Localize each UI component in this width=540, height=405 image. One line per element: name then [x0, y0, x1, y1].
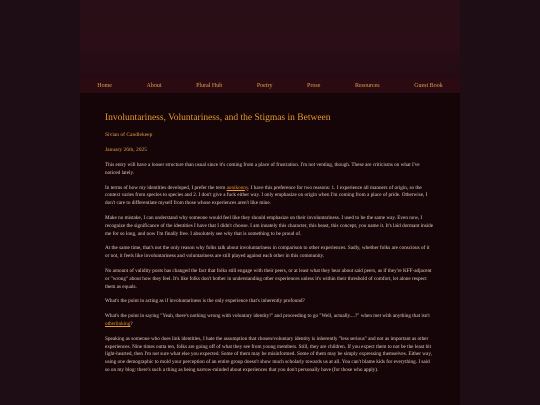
paragraph-3: Make no mistake, I can understand why someone would feel like they should emphasize on their involuntariness. I used to be the same way. Even now, I recognize the significance of the identities I have that I didn't choose. I am innately this character, this beast, this concept, you name it. It's laid dormant inside me for so long, and now I'm finally free. I absolutely see why that is something to be proud of.: [105, 214, 434, 237]
article-title: Involuntariness, Voluntariness, and the Stigmas in Between: [105, 113, 331, 123]
nav-resources[interactable]: Resources: [354, 82, 380, 89]
nav-poetry[interactable]: Poetry: [256, 82, 273, 89]
paragraph-text: What's the point in saying "Yeah, there's nothing wrong with voluntary identity!" and proceeding to go "Well, actually....?" when met with anything that isn't: [105, 313, 430, 320]
paragraph-text: . I have this preference for two reasons: 1. I experience all manners of origin, so the context varies from species to species and 2. I don't give a fuck either way. I only emphasize on origin when I'm coming from a place of pride. Otherwise, I don't care to differentiate myself from those whose experiences aren't like mine.: [105, 184, 428, 207]
nav-guest-book[interactable]: Guest Book: [414, 82, 443, 89]
paragraph-8: Speaking as someone who does link identities, I hate the assumption that chosen/voluntary identity is inherently "less serious" and not as important as other experiences. Nine times outta ten, folks are going off of what they see from young members. Still, they are children. If you expect them to not be the least bit light-hearted, then I'm not sure what else you expected. Some of them may be misinformed. Some of them may be simply expressing themselves. Either way, using one demographic to mold your perception of an entire group doesn't show much scholarly towards us at all. You can't blame kids for everything. I said so on my blog: there's such a thing as being narrow-minded about experiences that you don't personally have (for those who apply).: [105, 335, 432, 373]
main-nav: [80, 78, 460, 93]
otherlinking-link[interactable]: otherlinking: [105, 320, 131, 327]
nav-prose[interactable]: Prose: [307, 82, 321, 89]
article-content: [80, 95, 460, 405]
paragraph-5: No amount of validity posts has changed the fact that folks still engage with their peers, or at least what they hear about said peers, as if they're KFF-adjacent or "wrong" about how they feel. It's like folks don't bother in understanding other experiences unless it's within their threshold of comfort, let alone respect them as equals.: [105, 267, 432, 290]
nav-home[interactable]: Home: [97, 82, 112, 89]
nav-plural-hub[interactable]: Plural Hub: [196, 82, 223, 89]
paragraph-4: At the same time, that's not the only reason why folks talk about involuntariness in comparison to other experiences. Sadly, whether folks are conscious of it or not, it feels like involuntariness and voluntariness are still played against each other in this community.: [105, 245, 430, 260]
aonikonny-link[interactable]: aonikonny: [226, 184, 249, 191]
paragraph-text: ?: [130, 320, 133, 327]
header-banner: [80, 0, 460, 78]
nav-about[interactable]: About: [146, 82, 162, 89]
page-column: [80, 0, 460, 405]
paragraph-text: In terms of how my identities developed, I prefer the term: [105, 184, 227, 191]
paragraph-1: This entry will have a looser structure than usual since it's coming from a place of frustration. I'm not venting, though. These are criticisms on what I've noticed lately.: [105, 162, 420, 176]
paragraph-7: [105, 313, 435, 329]
paragraph-2: [105, 185, 435, 208]
article-byline: Sivian of Candlekeep: [105, 132, 153, 138]
paragraph-6: What's the point in acting as if involuntariness is the only experience that's inherently profound?: [105, 298, 305, 305]
article-date: January 26th, 2025: [105, 147, 148, 153]
